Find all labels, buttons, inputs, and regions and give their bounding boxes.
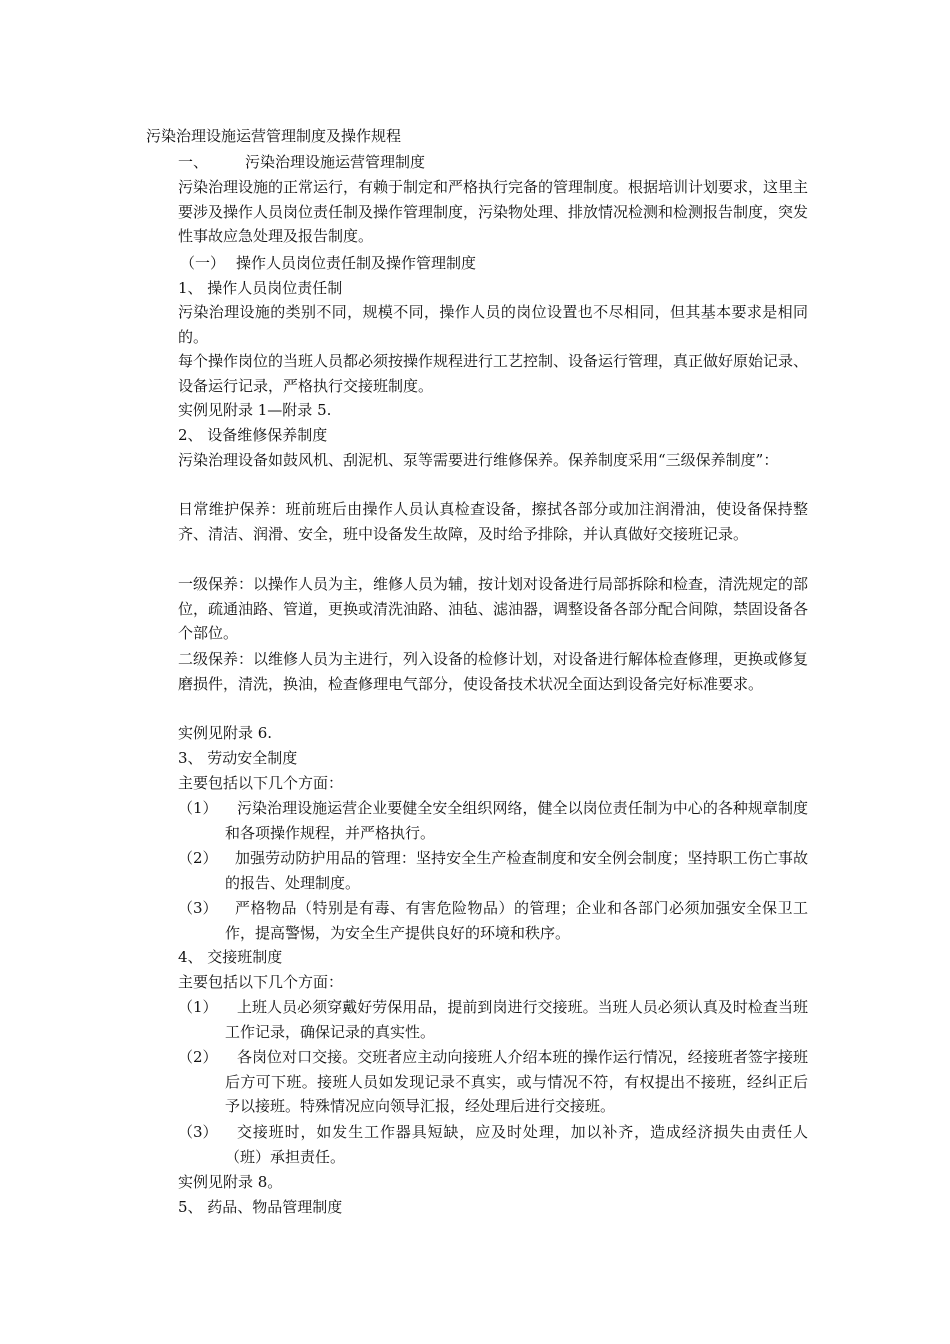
list-number: （3）	[178, 899, 218, 917]
paragraph-2d: 二级保养：以维修人员为主进行，列入设备的检修计划，对设备进行解体检查修理，更换或修复磨损件，清洗，换油，检查修理电气部分，使设备技术状况全面达到设备完好标准要求。	[178, 650, 809, 693]
paragraph-2c: 一级保养：以操作人员为主，维修人员为辅，按计划对设备进行局部拆除和检查，清洗规定的部位，疏通油路、管道，更换或清洗油路、油毡、滤油器，调整设备各部分配合间隙，禁固设备各个部位。	[178, 575, 809, 642]
paragraph-1a: 污染治理设施的类别不同，规模不同，操作人员的岗位设置也不尽相同，但其基本要求是相同的。	[178, 303, 808, 346]
list-number: （1）	[178, 998, 218, 1016]
section-number: 一、	[178, 153, 209, 171]
paragraph-1c: 实例见附录 1—附录 5.	[178, 401, 332, 419]
list-number: （1）	[178, 799, 218, 817]
paragraph-1b: 每个操作岗位的当班人员都必须按操作规程进行工艺控制、设备运行管理，真正做好原始记录、设备运行记录，严格执行交接班制度。	[178, 352, 809, 395]
paragraph-2b: 日常维护保养：班前班后由操作人员认真检查设备，擦拭各部分或加注润滑油，使设备保持整齐、清洁、润滑、安全，班中设备发生故障，及时给予排除，并认真做好交接班记录。	[178, 500, 808, 543]
heading-4: 4、 交接班制度	[178, 948, 283, 966]
list-item-text: 交接班时，如发生工作器具短缺，应及时处理，加以补齐，造成经济损失由责任人（班）承担责任。	[225, 1123, 808, 1166]
subsection-title: 操作人员岗位责任制及操作管理制度	[236, 254, 477, 272]
paragraph-4b: 实例见附录 8。	[178, 1173, 283, 1191]
heading-2: 2、 设备维修保养制度	[178, 426, 328, 444]
list-item-text: 加强劳动防护用品的管理：坚持安全生产检查制度和安全例会制度；坚持职工伤亡事故的报告、处理制度。	[225, 849, 808, 892]
paragraph-4: 主要包括以下几个方面：	[178, 973, 344, 991]
heading-1: 1、 操作人员岗位责任制	[178, 279, 343, 297]
paragraph-3: 主要包括以下几个方面：	[178, 774, 344, 792]
heading-3: 3、 劳动安全制度	[178, 749, 298, 767]
section-title: 污染治理设施运营管理制度	[245, 153, 426, 171]
list-number: （2）	[178, 1048, 218, 1066]
list-item-text: 上班人员必须穿戴好劳保用品，提前到岗进行交接班。当班人员必须认真及时检查当班工作记录，确保记录的真实性。	[225, 998, 808, 1041]
list-number: （2）	[178, 849, 218, 867]
paragraph-2e: 实例见附录 6.	[178, 724, 273, 742]
heading-5: 5、 药品、物品管理制度	[178, 1198, 343, 1216]
document-title: 污染治理设施运营管理制度及操作规程	[146, 127, 402, 145]
list-item-text: 各岗位对口交接。交班者应主动向接班人介绍本班的操作运行情况，经接班者签字接班后方可下班。接班人员如发现记录不真实，或与情况不符，有权提出不接班，经纠正后予以接班。特殊情况应向领导汇报，经处理后进行交接班。	[225, 1048, 808, 1115]
subsection-number: （一）	[180, 254, 226, 272]
list-item-text: 污染治理设施运营企业要健全安全组织网络，健全以岗位责任制为中心的各种规章制度和各项操作规程，并严格执行。	[225, 799, 808, 842]
paragraph-2a: 污染治理设备如鼓风机、刮泥机、泵等需要进行维修保养。保养制度采用“三级保养制度”：	[178, 451, 779, 469]
intro-paragraph: 污染治理设施的正常运行，有赖于制定和严格执行完备的管理制度。根据培训计划要求，这里主要涉及操作人员岗位责任制及操作管理制度，污染物处理、排放情况检测和检测报告制度，突发性事故应急处理及报告制度。	[178, 178, 809, 245]
list-item-text: 严格物品（特别是有毒、有害危险物品）的管理；企业和各部门必须加强安全保卫工作，提高警惕，为安全生产提供良好的环境和秩序。	[225, 899, 808, 942]
list-number: （3）	[178, 1123, 218, 1141]
